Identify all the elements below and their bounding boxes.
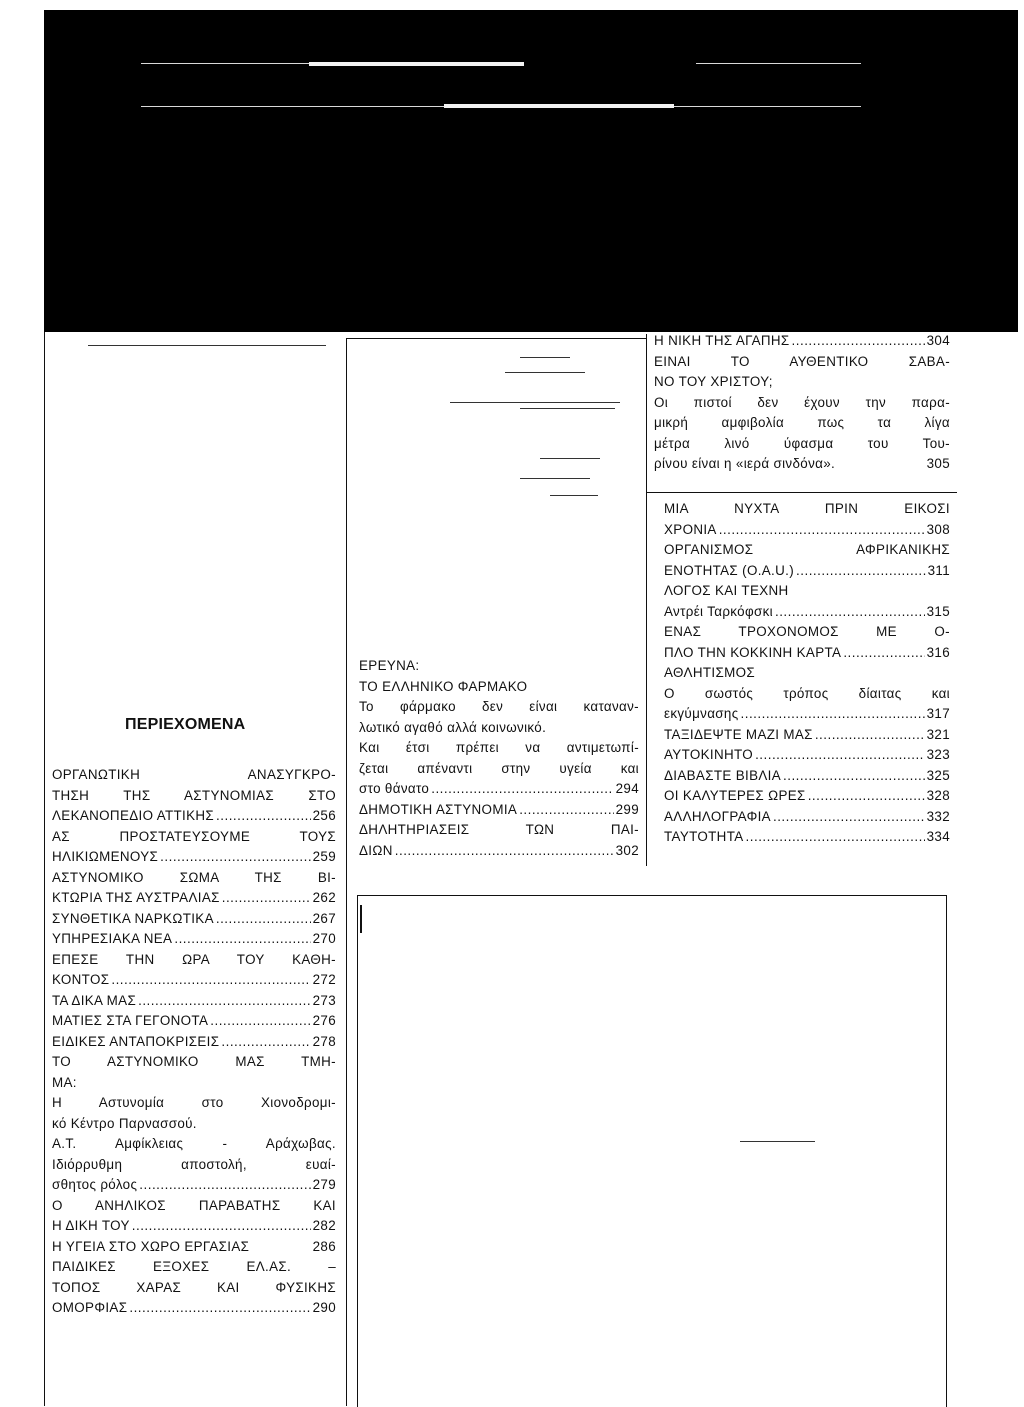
toc-text-line: Το φάρμακο δεν είναι καταναν- — [359, 699, 639, 714]
toc-page-number: 279 — [312, 1177, 336, 1192]
dot-leader — [792, 331, 925, 352]
dot-leader — [210, 1011, 310, 1032]
dot-leader — [755, 745, 925, 766]
toc-entry — [52, 1237, 336, 1258]
toc-text-line: ΤΟΠΟΣ ΧΑΡΑΣ ΚΑΙ ΦΥΣΙΚΗΣ — [52, 1279, 336, 1295]
toc-entry-title: στο θάνατο — [359, 781, 430, 796]
toc-text-line: Α.Τ. Αμφίκλειας - Αράχωβας. — [52, 1136, 336, 1151]
dot-leader — [773, 807, 925, 828]
toc-page-number: 328 — [926, 788, 950, 803]
toc-page-number: 259 — [312, 849, 336, 864]
image-frame-top — [346, 338, 646, 339]
scan-mark — [740, 1141, 815, 1142]
toc-entry-title: ΟΜΟΡΦΙΑΣ — [52, 1300, 128, 1315]
toc-entry-title: ΑΥΤΟΚΙΝΗΤΟ — [664, 747, 754, 762]
toc-entry — [52, 1032, 336, 1053]
toc-text-line: Οι πιστοί δεν έχουν την παρα- — [654, 394, 950, 410]
dot-leader — [132, 1216, 311, 1237]
toc-text-line: ΕΙΝΑΙ ΤΟ ΑΥΘΕΝΤΙΚΟ ΣΑΒΑ- — [654, 353, 950, 369]
dot-leader — [815, 725, 925, 746]
toc-entry-title: ΥΠΗΡΕΣΙΑΚΑ ΝΕΑ — [52, 931, 173, 946]
toc-page-number: 305 — [926, 456, 950, 471]
dot-leader — [222, 888, 311, 909]
scan-mark — [450, 402, 620, 403]
toc-entry-title: Η ΥΓΕΙΑ ΣΤΟ ΧΩΡΟ ΕΡΓΑΣΙΑΣ — [52, 1238, 250, 1254]
toc-entry — [52, 929, 336, 950]
toc-entry — [664, 520, 950, 541]
toc-page-number: 273 — [312, 992, 336, 1008]
toc-text-line: ΜΙΑ ΝΥΧΤΑ ΠΡΙΝ ΕΙΚΟΣΙ — [664, 501, 950, 516]
toc-text-line: ΟΡΓΑΝΙΣΜΟΣ ΑΦΡΙΚΑΝΙΚΗΣ — [664, 542, 950, 557]
toc-entry-title: ΧΡΟΝΙΑ — [664, 521, 717, 537]
dot-leader — [719, 520, 925, 541]
toc-text-line: ΕΡΕΥΝΑ: — [359, 658, 420, 673]
toc-text-line: ΜΑ: — [52, 1074, 77, 1090]
dot-leader — [139, 1175, 310, 1196]
toc-entry-title: ΗΛΙΚΙΩΜΕΝΟΥΣ — [52, 849, 159, 864]
cover-line — [696, 63, 861, 64]
image-frame — [357, 895, 947, 1407]
scan-mark — [505, 372, 585, 373]
toc-entry-title: Η ΔΙΚΗ ΤΟΥ — [52, 1218, 130, 1233]
toc-entry-title: Η ΝΙΚΗ ΤΗΣ ΑΓΑΠΗΣ — [654, 333, 790, 348]
toc-entry-title: ΤΑΞΙΔΕΨΤΕ ΜΑΖΙ ΜΑΣ — [664, 726, 813, 742]
toc-page-number: 304 — [926, 333, 950, 348]
toc-entry-title: ΔΙΑΒΑΣΤΕ ΒΙΒΛΙΑ — [664, 767, 781, 783]
toc-text-line: ΛΟΓΟΣ ΚΑΙ ΤΕΧΝΗ — [664, 583, 789, 598]
toc-text-line: ΔΗΛΗΤΗΡΙΑΣΕΙΣ ΤΩΝ ΠΑΙ- — [359, 822, 639, 837]
dot-leader — [221, 1032, 310, 1053]
left-border — [44, 332, 45, 1406]
dot-leader — [843, 643, 924, 664]
toc-entry — [52, 970, 336, 991]
scan-mark — [540, 458, 600, 459]
toc-text-line: ΝΟ ΤΟΥ ΧΡΙΣΤΟΥ; — [654, 374, 773, 389]
dot-leader — [808, 786, 925, 807]
toc-entry — [664, 786, 950, 807]
toc-entry-title: ΑΛΛΗΛΟΓΡΑΦΙΑ — [664, 808, 771, 824]
toc-text-line: ΟΡΓΑΝΩΤΙΚΗ ΑΝΑΣΥΓΚΡΟ- — [52, 767, 336, 782]
dot-leader — [741, 704, 925, 725]
dot-leader — [519, 800, 613, 821]
toc-text-line: λωτικό αγαθό αλλά κοινωνικό. — [359, 719, 547, 735]
cover-line — [309, 62, 524, 66]
dot-leader — [775, 602, 925, 623]
toc-text-line: ΤΗΣΗ ΤΗΣ ΑΣΤΥΝΟΜΙΑΣ ΣΤΟ — [52, 787, 336, 803]
toc-entry-title: Αντρέι Ταρκόφσκι — [664, 603, 773, 619]
dot-leader — [796, 561, 926, 582]
toc-entry-title: ρίνου είναι η «ιερά σινδόνα». — [654, 456, 836, 471]
toc-page-number: 302 — [615, 842, 639, 858]
contents-heading: ΠΕΡΙΕΧΟΜΕΝΑ — [125, 716, 246, 733]
dot-leader — [111, 970, 310, 991]
toc-page-number: 262 — [312, 890, 336, 905]
column-divider — [346, 338, 347, 1406]
toc-entry — [52, 1175, 336, 1196]
scan-mark — [520, 357, 570, 358]
scan-mark — [88, 345, 326, 346]
toc-entry — [52, 888, 336, 909]
toc-entry — [359, 800, 639, 821]
toc-entry-title: ΕΙΔΙΚΕΣ ΑΝΤΑΠΟΚΡΙΣΕΙΣ — [52, 1033, 220, 1049]
dot-leader — [129, 1298, 310, 1319]
dot-leader — [783, 766, 925, 787]
toc-entry-title: ΚΟΝΤΟΣ — [52, 972, 110, 987]
toc-entry-title: εκγύμνασης — [664, 706, 739, 721]
dot-leader — [216, 806, 311, 827]
toc-page-number: 272 — [312, 972, 336, 987]
toc-text-line: Ο σωστός τρόπος δίαιτας και — [664, 685, 950, 701]
toc-entry — [52, 1011, 336, 1032]
toc-column-3-top — [654, 331, 950, 475]
toc-page-number: 278 — [312, 1033, 336, 1049]
scan-mark — [520, 478, 590, 479]
toc-text-line: Ιδιόρρυθμη αποστολή, ευαί- — [52, 1156, 336, 1172]
toc-entry — [359, 779, 639, 800]
dot-leader — [395, 841, 614, 862]
toc-text-line: ζεται απέναντι στην υγεία και — [359, 760, 639, 776]
toc-text-line: ΑΣΤΥΝΟΜΙΚΟ ΣΩΜΑ ΤΗΣ ΒΙ- — [52, 869, 336, 885]
toc-page-number: 294 — [615, 781, 639, 796]
scan-mark — [360, 905, 362, 933]
toc-entry — [664, 643, 950, 664]
toc-text-line: ΕΠΕΣΕ ΤΗΝ ΩΡΑ ΤΟΥ ΚΑΘΗ- — [52, 951, 336, 967]
dot-leader — [746, 827, 925, 848]
toc-entry-title: ΜΑΤΙΕΣ ΣΤΑ ΓΕΓΟΝΟΤΑ — [52, 1013, 209, 1028]
toc-entry — [52, 806, 336, 827]
toc-page-number: 334 — [926, 829, 950, 844]
toc-entry — [52, 847, 336, 868]
toc-entry — [654, 454, 950, 475]
dot-leader — [138, 991, 311, 1012]
toc-entry — [664, 827, 950, 848]
toc-entry-title: ΣΥΝΘΕΤΙΚΑ ΝΑΡΚΩΤΙΚΑ — [52, 910, 214, 926]
dot-leader — [431, 779, 613, 800]
toc-page-number: 317 — [926, 706, 950, 721]
toc-page-number: 323 — [926, 747, 950, 762]
toc-text-line: κό Κέντρο Παρνασσού. — [52, 1115, 197, 1131]
toc-entry-title: ΤΑ ΔΙΚΑ ΜΑΣ — [52, 992, 137, 1008]
toc-text-line: ΤΟ ΕΛΛΗΝΙΚΟ ΦΑΡΜΑΚΟ — [359, 678, 528, 694]
toc-entry — [664, 745, 950, 766]
toc-page-number: 267 — [312, 910, 336, 926]
column-divider — [646, 334, 647, 866]
toc-entry-title: ΕΝΟΤΗΤΑΣ (Ο.Α.U.) — [664, 562, 795, 578]
toc-page-number: 282 — [312, 1218, 336, 1233]
toc-page-number: 321 — [926, 726, 950, 742]
cover-line — [444, 104, 544, 108]
toc-entry-title: ΔΙΩΝ — [359, 842, 393, 858]
toc-page-number: 315 — [926, 603, 950, 619]
toc-entry — [52, 909, 336, 930]
toc-entry — [664, 766, 950, 787]
toc-page-number: 299 — [615, 801, 639, 817]
toc-entry — [359, 841, 639, 862]
cover-image-block — [44, 10, 1018, 332]
toc-text-line: ΕΝΑΣ ΤΡΟΧΟΝΟΜΟΣ ΜΕ Ο- — [664, 624, 950, 639]
toc-entry-title: ΤΑΥΤΟΤΗΤΑ — [664, 829, 744, 844]
toc-text-line: ΑΣ ΠΡΟΣΤΑΤΕΥΣΟΥΜΕ ΤΟΥΣ — [52, 828, 336, 844]
toc-page-number: 290 — [312, 1300, 336, 1315]
toc-entry — [664, 602, 950, 623]
section-rule — [647, 492, 957, 493]
cover-line — [544, 104, 674, 108]
dot-leader — [174, 929, 310, 950]
toc-page-number: 311 — [927, 562, 950, 578]
toc-page-number: 270 — [312, 931, 336, 946]
toc-text-line: Η Αστυνομία στο Χιονοδρομι- — [52, 1095, 336, 1110]
toc-entry-title: ΛΕΚΑΝΟΠΕΔΙΟ ΑΤΤΙΚΗΣ — [52, 808, 215, 823]
dot-leader — [216, 909, 311, 930]
toc-page-number: 316 — [926, 644, 950, 660]
toc-column-3-bottom — [664, 499, 950, 848]
toc-text-line: Ο ΑΝΗΛΙΚΟΣ ΠΑΡΑΒΑΤΗΣ ΚΑΙ — [52, 1197, 336, 1213]
toc-page-number: 332 — [926, 808, 950, 824]
scan-mark — [520, 408, 615, 409]
toc-entry — [664, 807, 950, 828]
toc-entry-title: ΠΛΟ ΤΗΝ ΚΟΚΚΙΝΗ ΚΑΡΤΑ — [664, 644, 842, 660]
toc-entry — [52, 991, 336, 1012]
toc-text-line: Και έτσι πρέπει να αντιμετωπί- — [359, 740, 639, 755]
toc-column-2 — [359, 656, 639, 861]
toc-entry — [52, 1298, 336, 1319]
toc-entry — [664, 725, 950, 746]
toc-text-line: ΠΑΙΔΙΚΕΣ ΕΞΟΧΕΣ ΕΛ.ΑΣ. – — [52, 1259, 336, 1274]
toc-column-1 — [52, 765, 336, 1319]
toc-entry-title: ΚΤΩΡΙΑ ΤΗΣ ΑΥΣΤΡΑΛΙΑΣ — [52, 890, 220, 905]
toc-entry-title: σθητος ρόλος — [52, 1177, 138, 1192]
toc-entry — [52, 1216, 336, 1237]
scan-mark — [550, 495, 598, 496]
toc-entry — [664, 561, 950, 582]
toc-entry-title: ΔΗΜΟΤΙΚΗ ΑΣΤΥΝΟΜΙΑ — [359, 801, 518, 817]
toc-text-line: μέτρα λινό ύφασμα του Του- — [654, 435, 950, 451]
toc-text-line: ΤΟ ΑΣΤΥΝΟΜΙΚΟ ΜΑΣ ΤΜΗ- — [52, 1054, 336, 1069]
toc-entry — [654, 331, 950, 352]
toc-entry — [664, 704, 950, 725]
toc-page-number: 276 — [312, 1013, 336, 1028]
toc-entry-title: ΟΙ ΚΑΛΥΤΕΡΕΣ ΩΡΕΣ — [664, 788, 806, 803]
toc-page-number: 325 — [926, 767, 950, 783]
toc-page-number: 308 — [926, 521, 950, 537]
toc-page-number: 256 — [312, 808, 336, 823]
dot-leader — [160, 847, 310, 868]
toc-page-number: 286 — [312, 1238, 336, 1254]
toc-text-line: μικρή αμφιβολία πως τα λίγα — [654, 415, 950, 430]
toc-text-line: ΑΘΛΗΤΙΣΜΟΣ — [664, 665, 755, 680]
